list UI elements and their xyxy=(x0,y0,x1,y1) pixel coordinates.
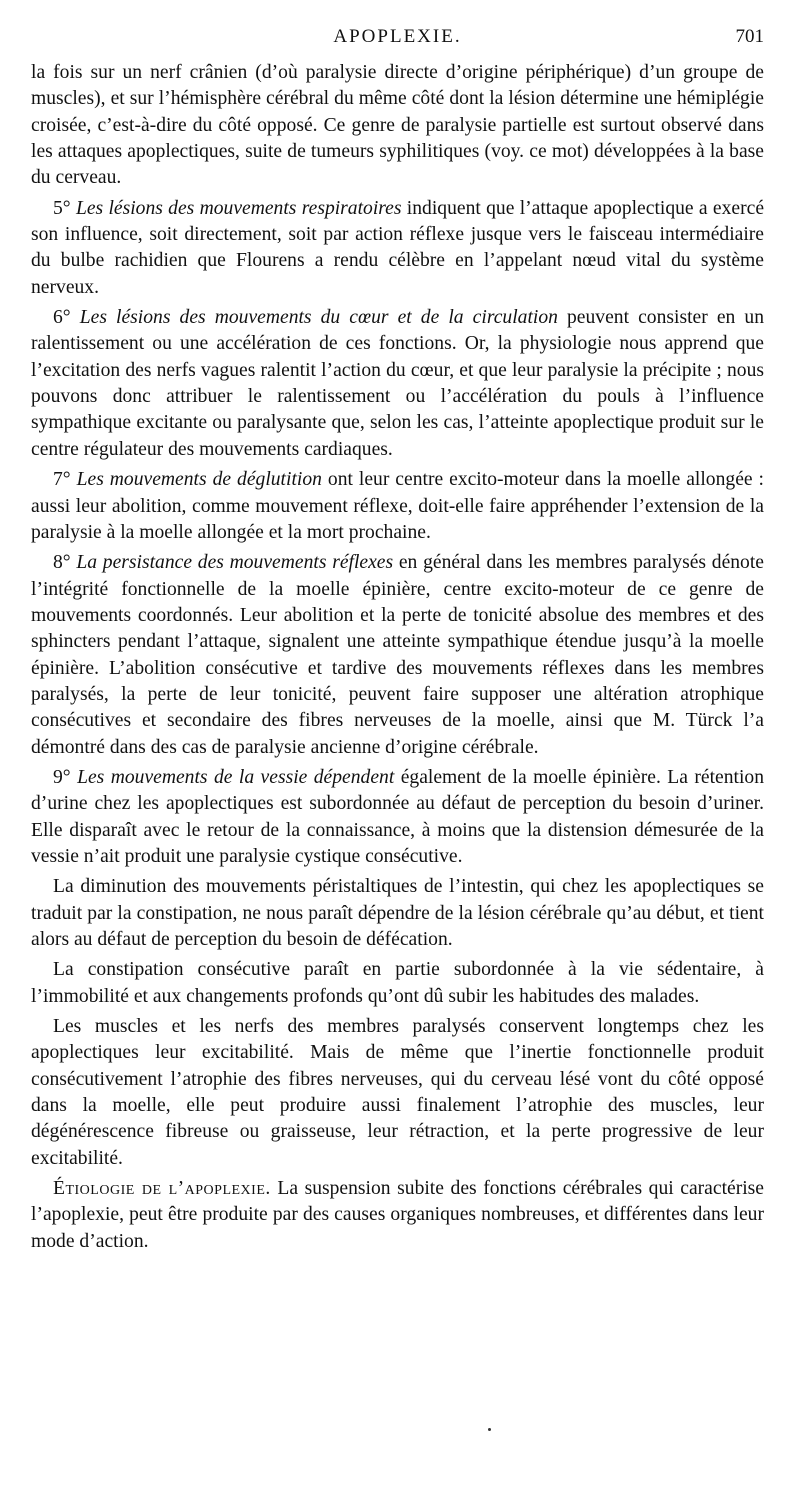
paragraph-text: également de la moelle épinière. La rétention d’urine chez les apoplectiques est subordonnée au défaut de perception du besoin d’uriner. Elle disparaît avec le retour de la connaissance, à moins que la distension démesurée de la vessie n’ait produit une paralysie cystique consécutive. xyxy=(31,766,764,867)
paragraph-lead-italic: Les lésions des mouvements respiratoires xyxy=(75,197,402,219)
paragraph-excitability xyxy=(31,1014,764,1172)
paragraph-number: 9° xyxy=(53,766,78,788)
paragraph-heart-circulation xyxy=(31,305,764,463)
running-title: APOPLEXIE. xyxy=(333,26,462,47)
paragraph-lead-italic: Les mouvements de la vessie dépendent xyxy=(77,766,395,788)
paragraph-number: 6° xyxy=(53,307,80,329)
paragraph-number: 8° xyxy=(53,552,77,574)
paragraph-continuation xyxy=(31,60,764,192)
paragraph-text: La suspension subite des fonctions cérébrales qui caractérise l’apoplexie, peut être produite par des causes organiques nombreuses, et différentes dans leur mode d’action. xyxy=(31,1178,765,1252)
paragraph-text: La constipation consécutive paraît en partie subordonnée à la vie sédentaire, à l’immobilité et aux changements profonds qu’ont dû subir les habitudes des malades. xyxy=(31,959,764,1007)
paragraph-bladder xyxy=(31,765,764,870)
paragraph-lead-italic: Les lésions des mouvements du cœur et de la circulation xyxy=(79,307,558,329)
printer-mark xyxy=(488,1428,491,1431)
body-text xyxy=(31,60,764,1255)
paragraph-text: Les muscles et les nerfs des membres paralysés conservent longtemps chez les apoplectiques leur excitabilité. Mais de même que l’inertie fonctionnelle produit consécutivement l’atrophie des fibres nerveuses, qui du cerveau lésé vont du côté opposé dans la moelle, elle peut produire aussi finalement l’atrophie des muscles, leur dégénérescence fibreuse ou graisseuse, leur rétraction, et la perte progressive de leur excitabilité. xyxy=(31,1016,764,1169)
paragraph-text: indiquent que l’attaque apoplectique a exercé son influence, soit directement, soit par action réflexe jusque vers le faisceau intermédiaire du bulbe rachidien que Flourens a rendu célèbre en l’appelant nœud vital du système nerveux. xyxy=(31,197,765,298)
paragraph-number: 7° xyxy=(53,469,77,491)
paragraph-text: La diminution des mouvements péristaltiques de l’intestin, qui chez les apoplectiques se traduit par la constipation, ne nous paraît dépendre de la lésion cérébrale qu’au début, et tient alors au défaut de perception du besoin de défécation. xyxy=(31,876,764,950)
paragraph-reflexes xyxy=(31,550,764,761)
paragraph-etiology xyxy=(31,1176,764,1255)
paragraph-text: la fois sur un nerf crânien (d’où paralysie directe d’origine périphérique) d’un groupe de muscles), et sur l’hémisphère cérébral du même côté dont la lésion détermine une hémiplégie croisée, c’est-à-dire du côté opposé. Ce genre de paralysie partielle est surtout observé dans les attaques apoplectiques, suite de tumeurs syphilitiques (voy. ce mot) développées à la base du cerveau. xyxy=(31,62,764,189)
paragraph-peristalsis xyxy=(31,874,764,953)
running-head xyxy=(31,26,764,60)
paragraph-text: en général dans les membres paralysés dénote l’intégrité fonctionnelle de la moelle épinière, centre excito-moteur de ce genre de mouvements coordonnés. Leur abolition et la perte de tonicité absolue des membres et des sphincters pendant l’attaque, signalent une atteinte sympathique étendue jusqu’à la moelle épinière. L’abolition consécutive et tardive des mouvements réflexes dans les membres paralysés, la perte de leur tonicité, peuvent faire supposer une altération atrophique consécutives et secondaire des fibres nerveuses de la moelle, ainsi que M. Türck l’a démontré dans des cas de paralysie ancienne d’origine cérébrale. xyxy=(31,552,764,758)
paragraph-constipation xyxy=(31,957,764,1010)
paragraph-text: ont leur centre excito-moteur dans la moelle allongée : aussi leur abolition, comme mouvement réflexe, doit-elle faire appréhender l’extension de la paralysie à la moelle allongée et la mort prochaine. xyxy=(31,469,764,543)
paragraph-text: peuvent consister en un ralentissement ou une accélération de ces fonctions. Or, la physiologie nous apprend que l’excitation des nerfs vagues ralentit l’action du cœur, et que leur paralysie la précipite ; nous pouvons donc attribuer le ralentissement ou l’accélération du pouls à l’influence sympathique excitante ou paralysante que, selon les cas, l’atteinte apoplectique produit sur le centre régulateur des mouvements cardiaques. xyxy=(31,307,765,460)
paragraph-lead-italic: Les mouvements de déglutition xyxy=(76,469,322,491)
paragraph-lead-italic: La persistance des mouvements réflexes xyxy=(76,552,394,574)
paragraph-respiratory-lesions xyxy=(31,196,764,301)
page-number: 701 xyxy=(735,26,764,47)
book-page xyxy=(31,26,764,1259)
paragraph-number: 5° xyxy=(53,197,76,219)
paragraph-deglutition xyxy=(31,467,764,546)
section-heading: Étiologie de l’apoplexie. xyxy=(53,1178,271,1200)
